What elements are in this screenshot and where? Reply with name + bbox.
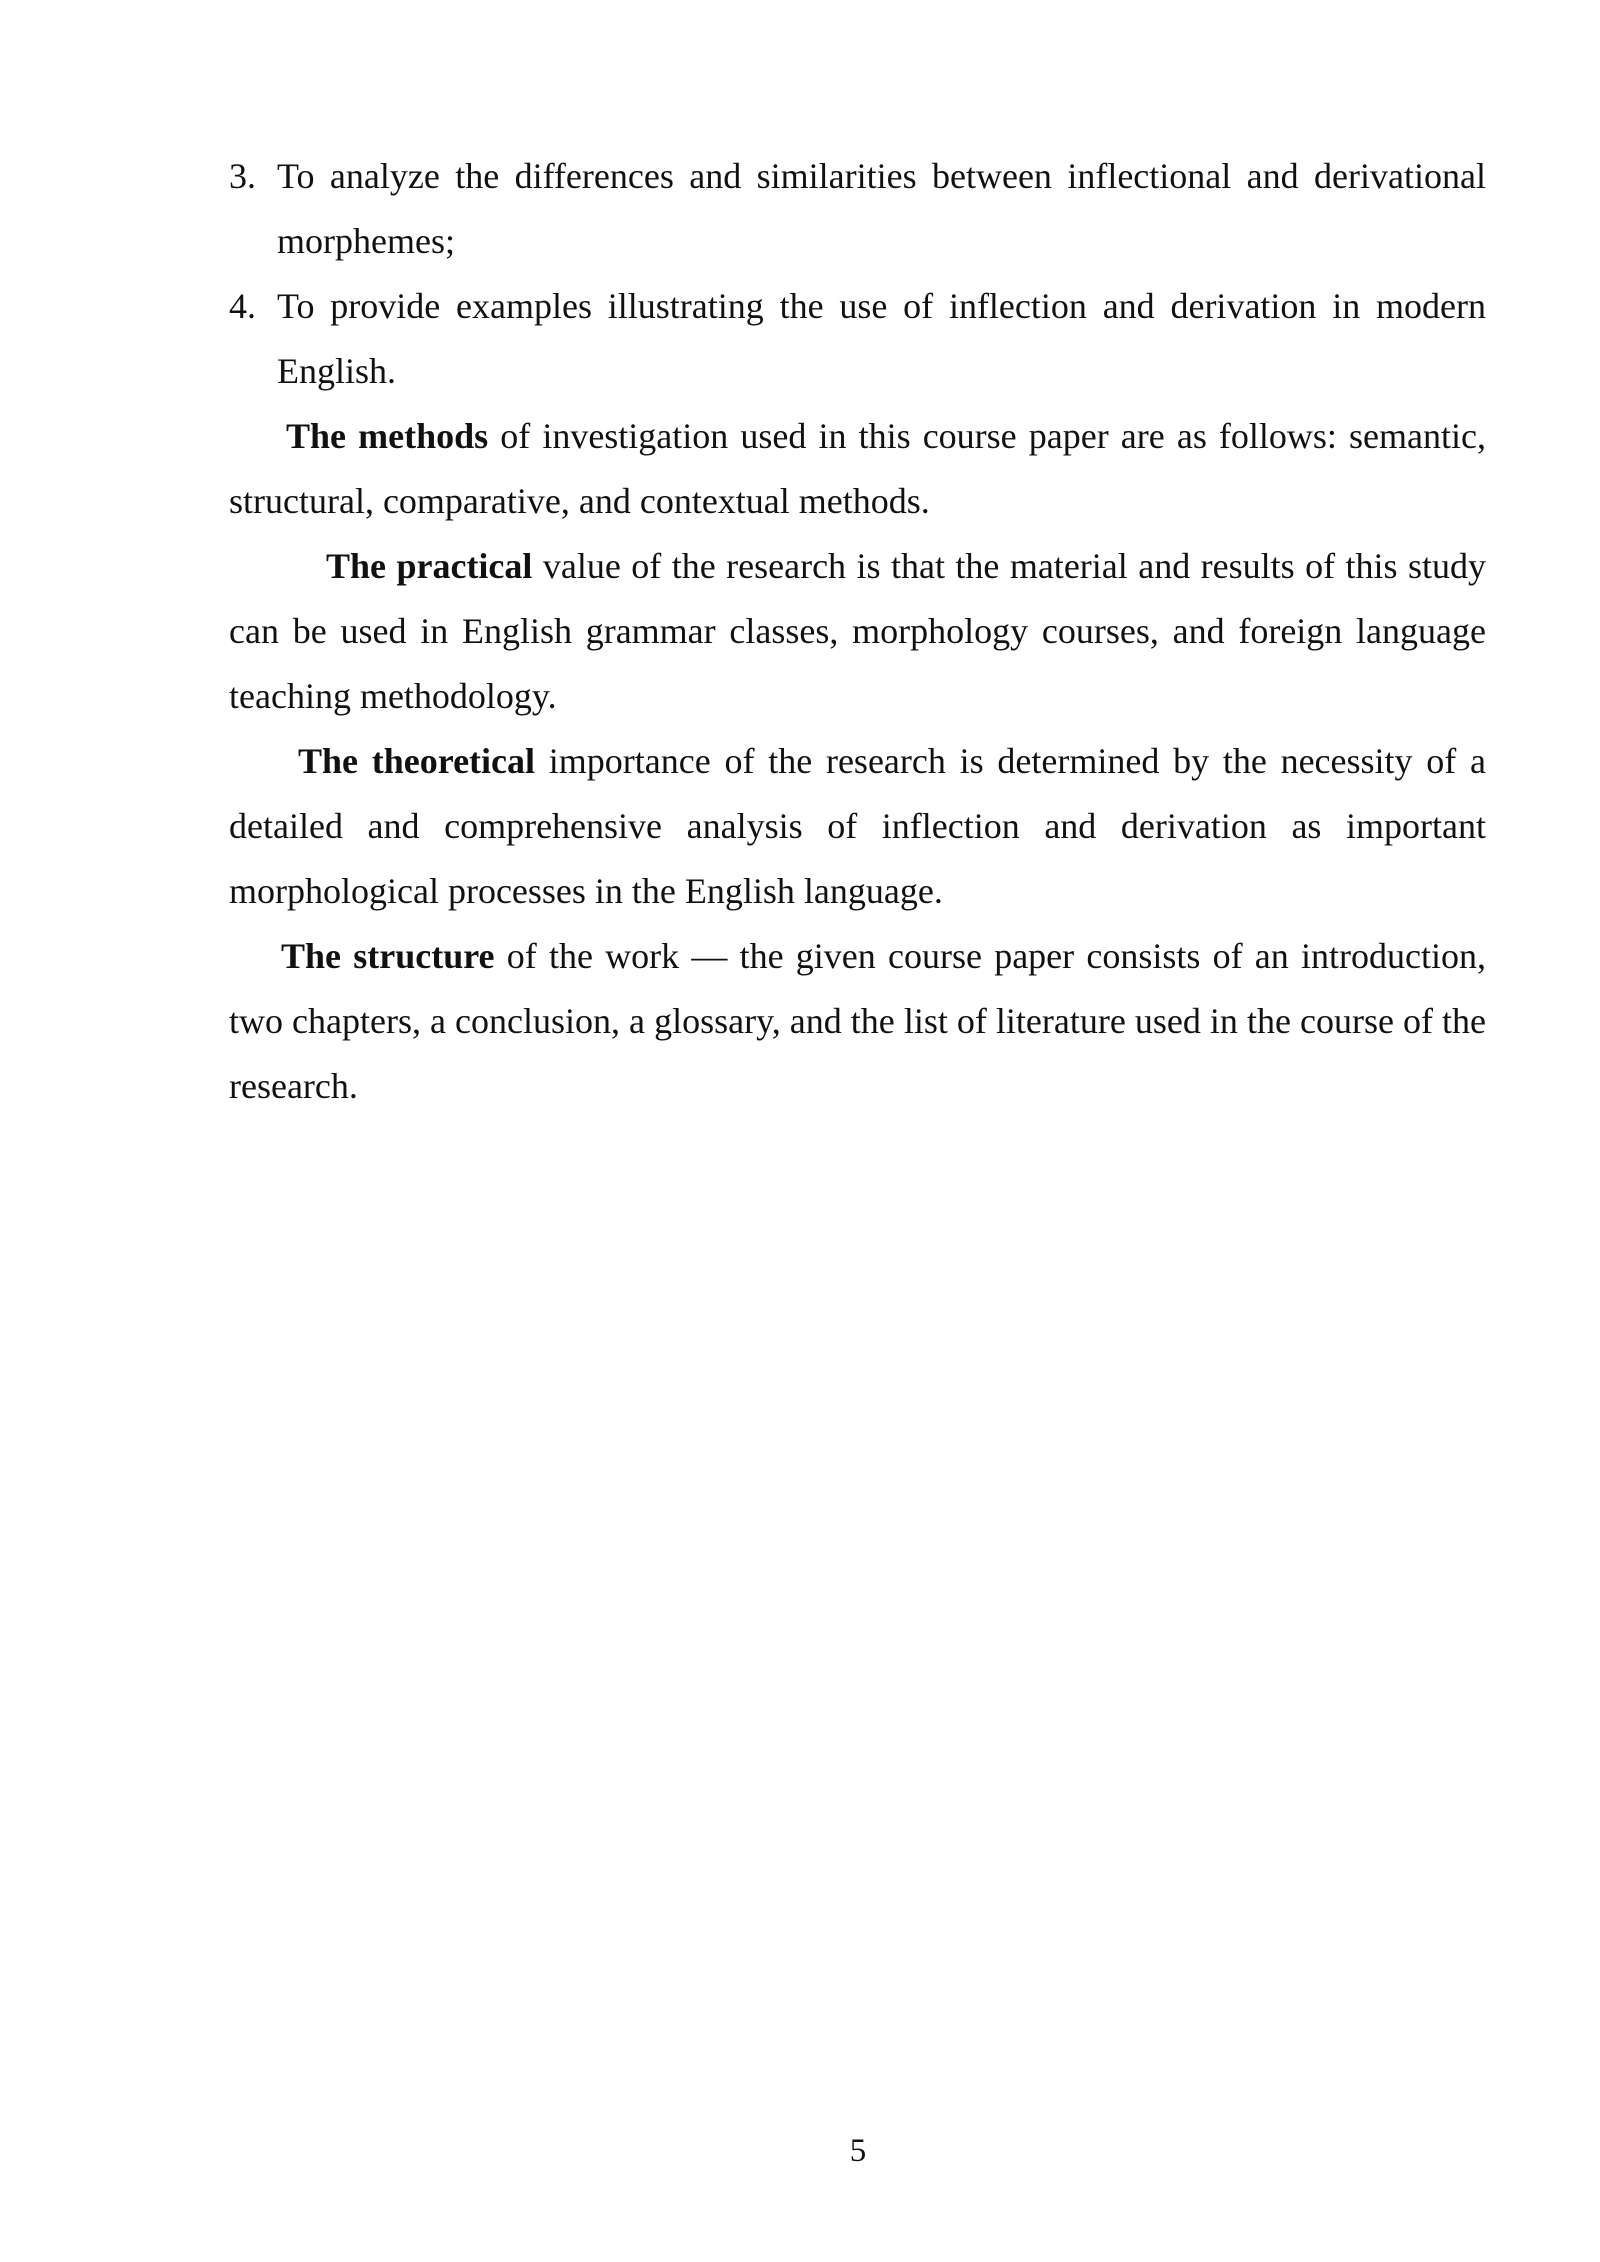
practical-value-paragraph	[229, 534, 1486, 729]
list-item	[229, 274, 1486, 404]
structure-paragraph	[229, 924, 1486, 1119]
methods-text: of investigation used in this course paper are as follows: semantic, structural, comparative, and contextual methods.	[229, 416, 1486, 521]
theoretical-text: importance of the research is determined by the necessity of a detailed and comprehensive analysis of inflection and derivation as important morphological processes in the English language.	[229, 741, 1487, 911]
theoretical-heading: The theoretical	[298, 741, 536, 781]
structure-heading: The structure	[281, 936, 495, 976]
methods-paragraph	[229, 404, 1486, 534]
practical-heading: The practical	[326, 546, 533, 586]
list-item-text: To provide examples illustrating the use of inflection and derivation in modern English.	[277, 286, 1486, 391]
methods-heading: The methods	[286, 416, 489, 456]
list-item-text: To analyze the differences and similarities between inflectional and derivational morphemes;	[277, 156, 1486, 261]
practical-text: value of the research is that the material and results of this study can be used in English grammar classes, morphology courses, and foreign language teaching methodology.	[229, 546, 1487, 716]
list-item	[229, 144, 1486, 274]
page-number: 5	[849, 2133, 867, 2169]
list-item-number: 3.	[229, 156, 256, 196]
list-item-number: 4.	[229, 286, 256, 326]
theoretical-importance-paragraph	[229, 729, 1486, 924]
structure-text: of the work — the given course paper consists of an introduction, two chapters, a conclusion, a glossary, and the list of literature used in the course of the research.	[229, 936, 1486, 1106]
page-body	[229, 144, 1486, 1119]
